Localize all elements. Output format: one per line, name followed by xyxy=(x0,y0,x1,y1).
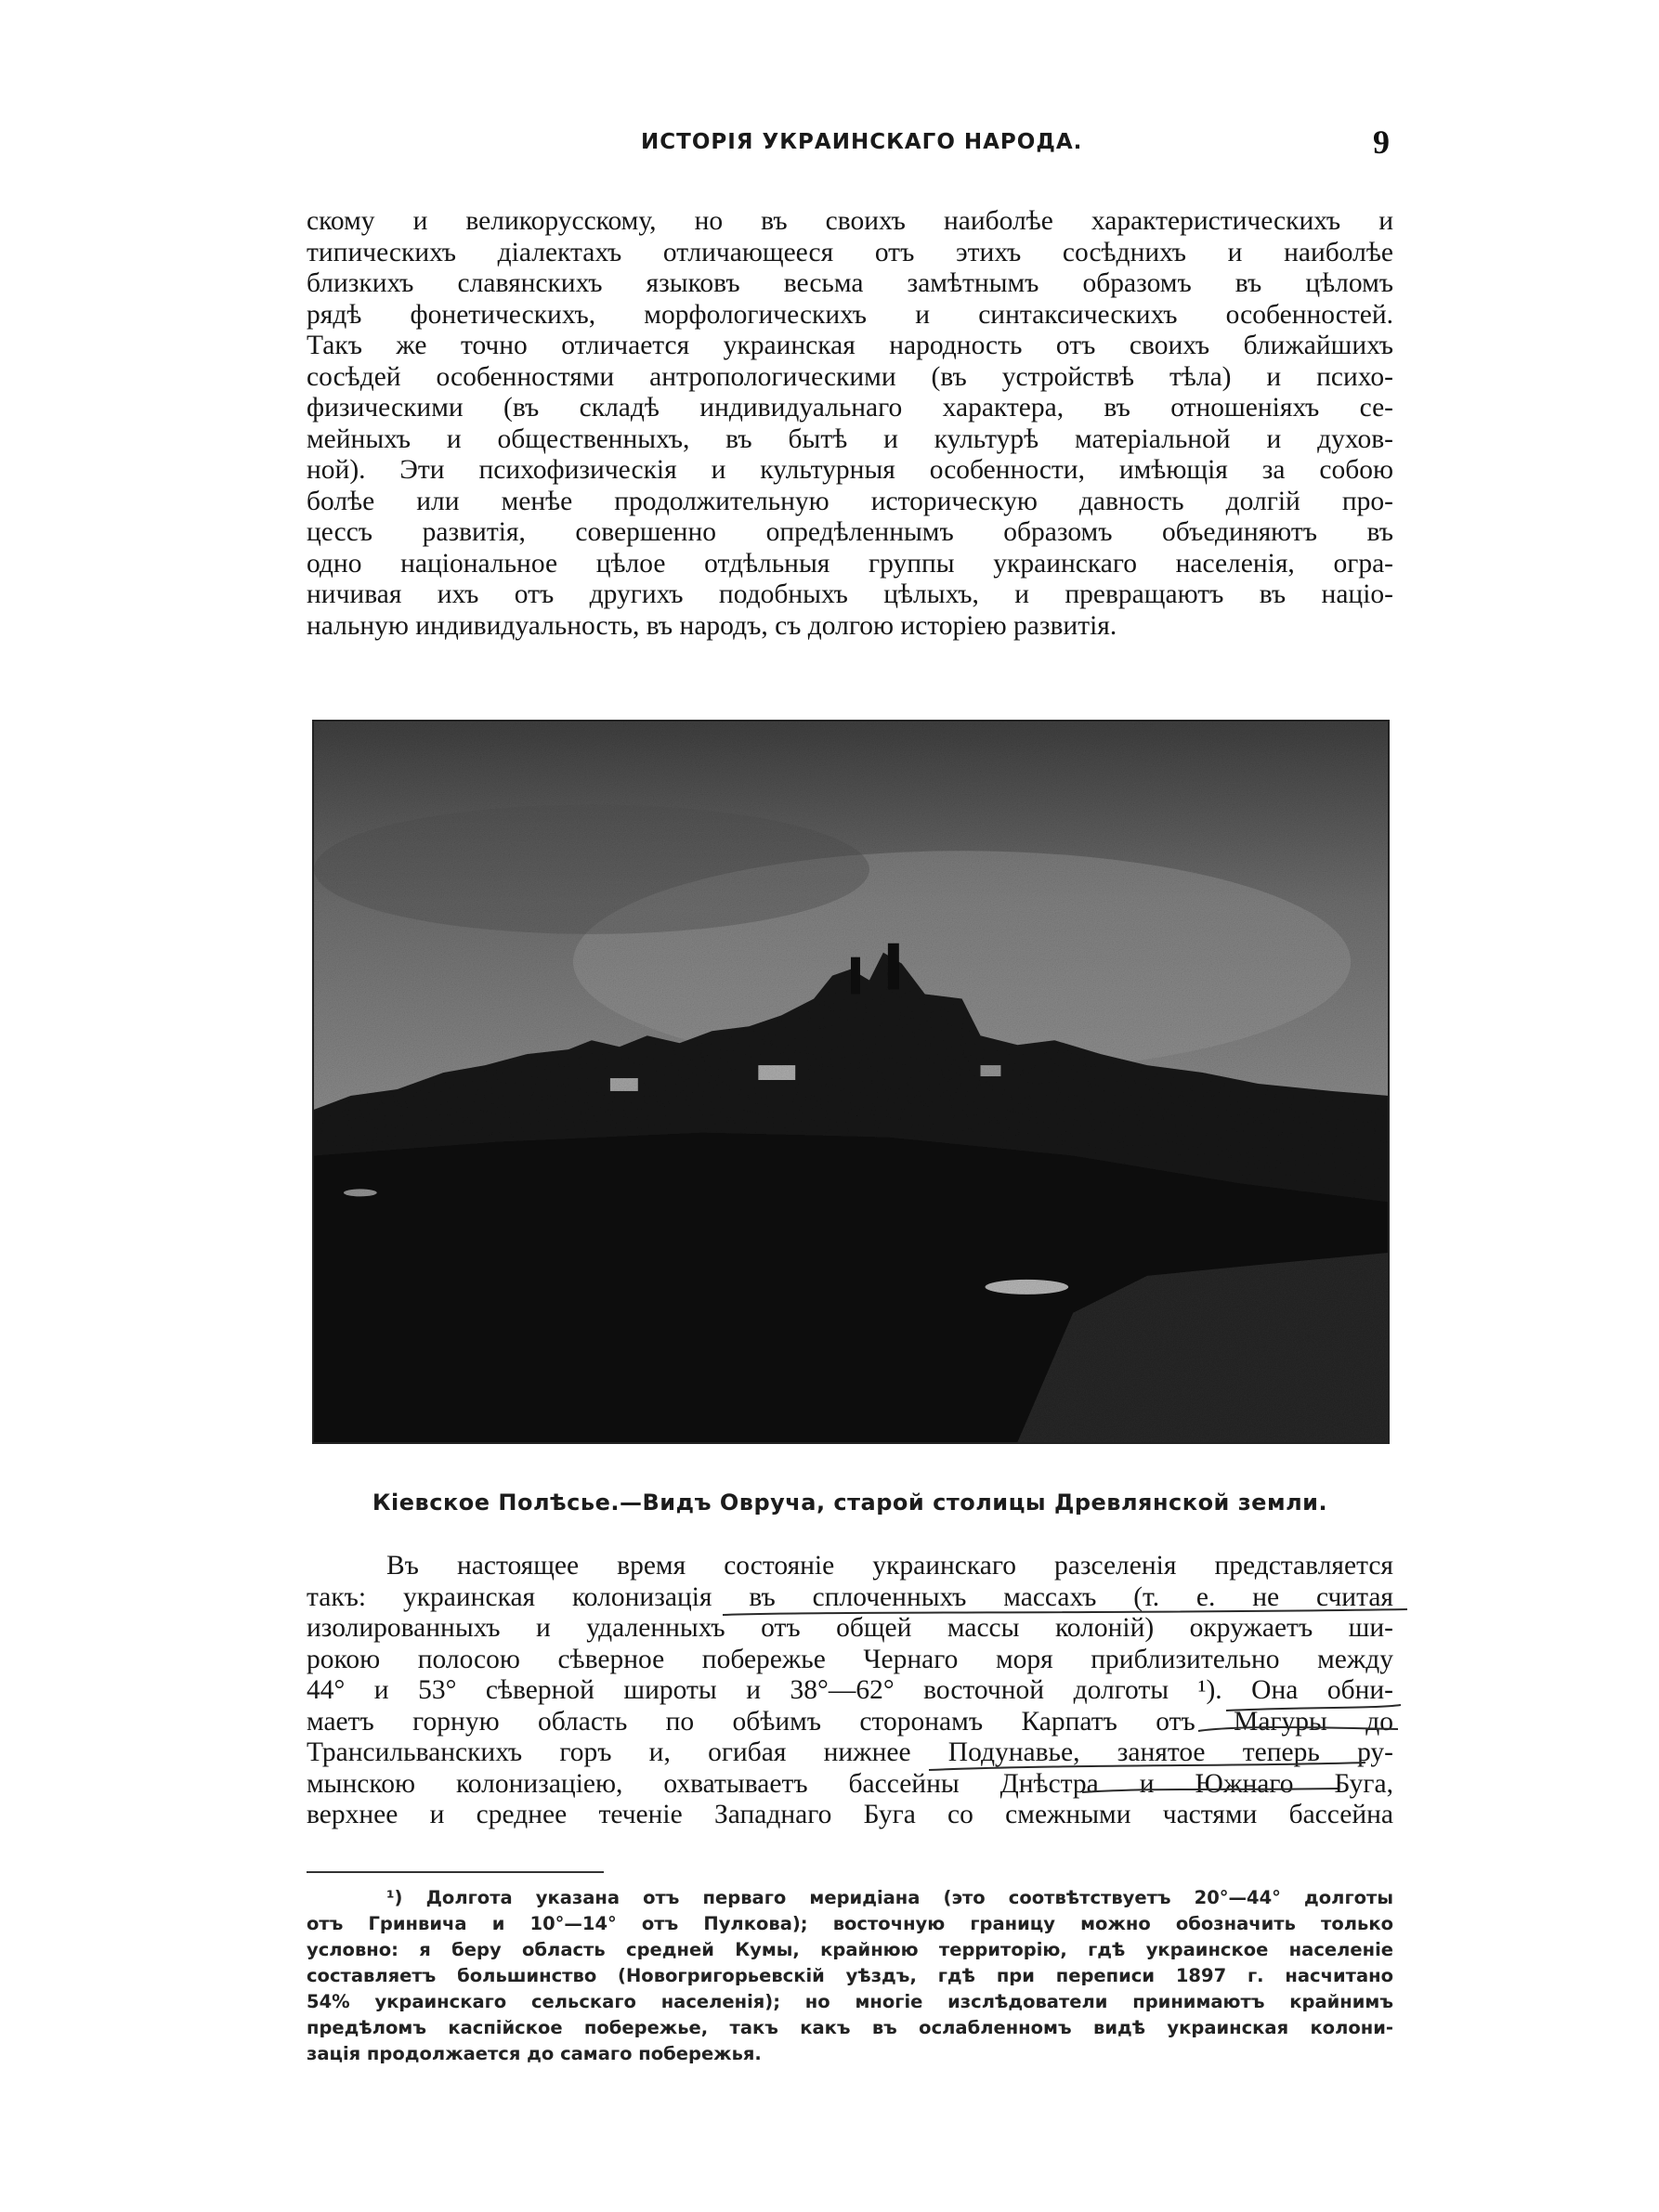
text-line: физическими (въ складѣ индивидуальнаго характера, въ отношеніяхъ се- xyxy=(307,393,1393,423)
footnote-line: ¹) Долгота указана отъ перваго меридіана (это соотвѣтствуетъ 20°—44° долготы xyxy=(386,1887,1393,1908)
text-line: Трансильванскихъ горъ и, огибая нижнее Подунавье, занятое теперь ру- xyxy=(307,1737,1393,1767)
text-line: Въ настоящее время состояніе украинскаго разселенія представляется xyxy=(386,1551,1393,1581)
running-title: ИСТОРІЯ УКРАИНСКАГО НАРОДА. xyxy=(641,130,1083,154)
text-line: такъ: украинская колонизація въ сплоченныхъ массахъ (т. е. не считая xyxy=(307,1581,1393,1612)
text-line: маетъ горную область по обѣимъ сторонамъ Карпатъ отъ Магуры до xyxy=(307,1706,1393,1737)
text-line: рокою полосою сѣверное побережье Чернаго моря приблизительно между xyxy=(307,1644,1393,1674)
footnote-line: составляетъ большинство (Новогригорьевскій уѣздъ, гдѣ при переписи 1897 г. насчитано xyxy=(307,1965,1393,1986)
footnote-line: условно: я беру область средней Кумы, крайнюю территорію, гдѣ украинское населеніе xyxy=(307,1939,1393,1960)
text-line: цессъ развитія, совершенно опредѣленнымъ образомъ объединяютъ въ xyxy=(307,517,1393,547)
text-line: ной). Эти психофизическія и культурныя особенности, имѣющія за собою xyxy=(307,455,1393,485)
footnote-line: зація продолжается до самаго побережья. xyxy=(307,2043,762,2064)
text-line: верхнее и среднее теченіе Западнаго Буга со смежными частями бассейна xyxy=(307,1800,1393,1829)
text-line: типическихъ діалектахъ отличающееся отъ этихъ сосѣднихъ и наиболѣе xyxy=(307,237,1393,267)
footnote xyxy=(307,1885,1393,2067)
text-line: мейныхъ и общественныхъ, въ бытѣ и культурѣ матеріальной и духов- xyxy=(307,423,1393,454)
text-line: мынскою колонизаціею, охватываетъ бассейны Днѣстра и Южнаго Буга, xyxy=(307,1768,1393,1799)
paragraph-2 xyxy=(307,1551,1393,1831)
text-line: близкихъ славянскихъ языковъ весьма замѣтнымъ образомъ въ цѣломъ xyxy=(307,268,1393,298)
text-line: болѣе или менѣе продолжительную историческую давность долгій про- xyxy=(307,486,1393,516)
figure-caption: Кіевское Полѣсье.—Видъ Овруча, старой столицы Древлянской земли. xyxy=(372,1490,1328,1516)
halftone-photo xyxy=(314,722,1388,1442)
footnote-line: отъ Гринвича и 10°—14° отъ Пулкова); восточную границу можно обозначить только xyxy=(307,1913,1393,1934)
footnote-line: 54% украинскаго сельскаго населенія); но многіе изслѣдователи принимаютъ крайнимъ xyxy=(307,1991,1393,2012)
photograph-ovruch xyxy=(312,720,1390,1444)
footnote-line: предѣломъ каспійское побережье, такъ какъ въ ослабленномъ видѣ украинская колони- xyxy=(307,2017,1393,2038)
text-line: 44° и 53° сѣверной широты и 38°—62° восточной долготы ¹). Она обни- xyxy=(307,1675,1393,1705)
text-line: скому и великорусскому, но въ своихъ наиболѣе характеристическихъ и xyxy=(307,206,1393,236)
text-line: Такъ же точно отличается украинская народность отъ своихъ ближайшихъ xyxy=(307,331,1393,360)
text-line: рядѣ фонетическихъ, морфологическихъ и синтаксическихъ особенностей. xyxy=(307,299,1393,330)
text-line: ничивая ихъ отъ другихъ подобныхъ цѣлыхъ, и превращаютъ въ націо- xyxy=(307,579,1393,609)
text-line: нальную индивидуальность, въ народъ, съ долгою исторіею развитія. xyxy=(307,610,1117,641)
footnote-divider xyxy=(307,1871,604,1873)
paragraph-1 xyxy=(307,206,1393,642)
text-line: изолированныхъ и удаленныхъ отъ общей массы колоній) окружаетъ ши- xyxy=(307,1613,1393,1643)
page-number: 9 xyxy=(1373,124,1390,161)
text-line: одно національное цѣлое отдѣльныя группы украинскаго населенія, огра- xyxy=(307,548,1393,579)
text-line: сосѣдей особенностями антропологическими (въ устройствѣ тѣла) и психо- xyxy=(307,361,1393,392)
